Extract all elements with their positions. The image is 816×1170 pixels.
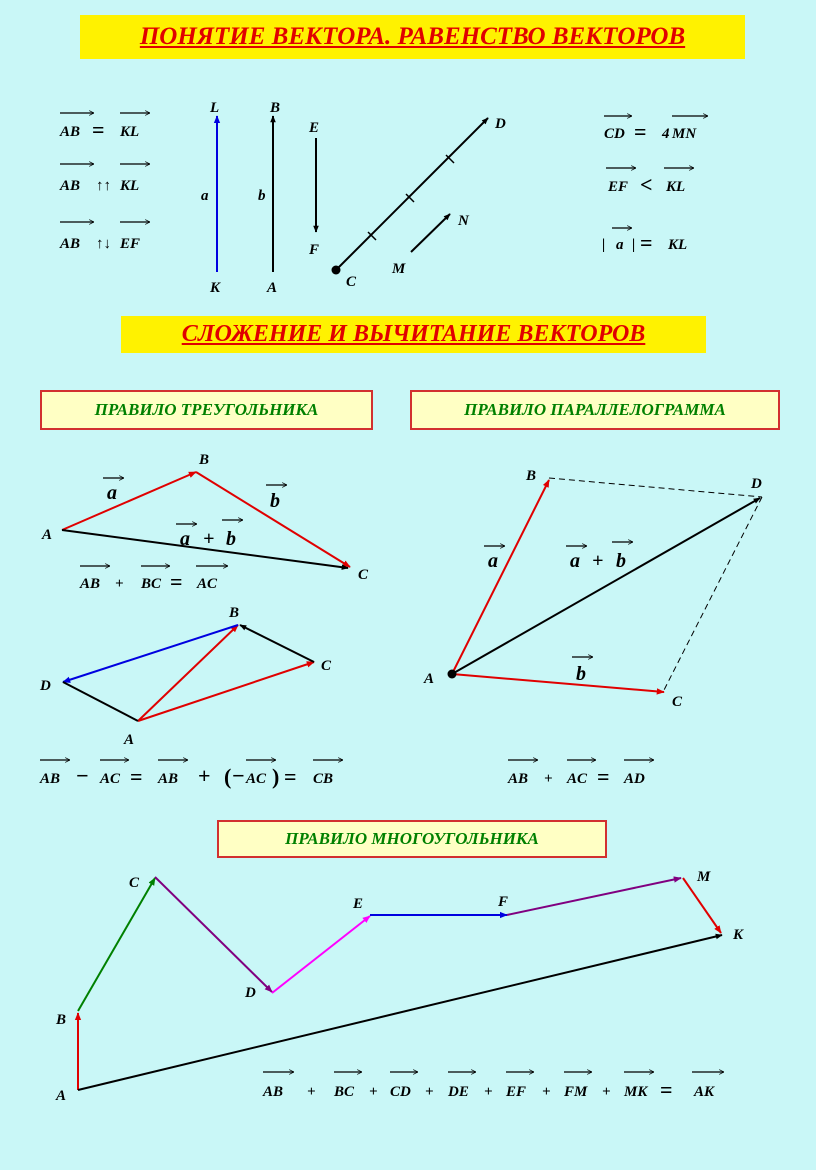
point-l: L — [210, 100, 220, 116]
svg-text:4: 4 — [662, 126, 670, 142]
vector-cd — [332, 118, 489, 275]
polygon-diagram — [78, 877, 722, 1090]
tri-point-c: C — [358, 567, 369, 583]
svg-text:MK: MK — [624, 1084, 648, 1100]
relation-ab-codirected-kl — [59, 164, 150, 194]
svg-text:AK: AK — [694, 1084, 715, 1100]
poly-point-f: F — [498, 894, 509, 910]
par-label-b: b — [576, 663, 586, 685]
svg-text:a: a — [616, 237, 624, 253]
svg-text:KL: KL — [666, 179, 686, 195]
par-sum-label — [566, 542, 633, 572]
svg-text:CB: CB — [313, 771, 334, 787]
polygon-formula — [262, 1072, 724, 1102]
svg-text:AC: AC — [246, 771, 267, 787]
par-point-d: D — [751, 476, 762, 492]
triangle-rule-title: ПРАВИЛО ТРЕУГОЛЬНИКА — [40, 390, 373, 430]
svg-text:CD: CD — [390, 1084, 411, 1100]
svg-text:FM: FM — [564, 1084, 588, 1100]
svg-text:|: | — [632, 237, 636, 253]
svg-text:−: − — [232, 763, 245, 788]
relation-ab-opposite-ef — [59, 222, 150, 252]
point-d: D — [495, 116, 506, 132]
parallelogram-formula — [507, 760, 654, 789]
svg-text:AD: AD — [624, 771, 645, 787]
svg-text:): ) — [272, 764, 280, 789]
tri-point-a: A — [42, 527, 53, 543]
label-a: a — [201, 188, 209, 204]
svg-text:+: + — [115, 576, 124, 592]
poly-point-k: K — [733, 927, 744, 943]
svg-text:+: + — [198, 763, 211, 788]
poly-point-d: D — [245, 985, 256, 1001]
svg-text:KL: KL — [120, 124, 140, 140]
svg-text:AC: AC — [197, 576, 218, 592]
vector-mn — [411, 214, 450, 252]
tri-label-a: a — [107, 482, 117, 504]
relation-abs-a-equals-kl — [602, 228, 687, 255]
poly-point-e: E — [353, 896, 364, 912]
triangle-formula — [79, 566, 228, 594]
svg-text:a: a — [570, 550, 580, 572]
svg-text:↑↑: ↑↑ — [96, 178, 111, 194]
svg-text:AB: AB — [60, 236, 81, 252]
point-b: B — [270, 100, 281, 116]
point-a: A — [267, 280, 278, 296]
svg-text:EF: EF — [608, 179, 629, 195]
point-n: N — [458, 213, 469, 229]
svg-text:EF: EF — [120, 236, 141, 252]
svg-text:AB: AB — [263, 1084, 284, 1100]
point-f: F — [309, 242, 320, 258]
svg-text:=: = — [284, 764, 297, 789]
svg-text:MN: MN — [672, 126, 697, 142]
tri-label-b: b — [270, 490, 280, 512]
par-point-b: B — [526, 468, 537, 484]
addition-title: СЛОЖЕНИЕ И ВЫЧИТАНИЕ ВЕКТОРОВ — [121, 316, 706, 353]
svg-text:AB: AB — [60, 124, 81, 140]
relation-ef-less-kl — [606, 168, 694, 197]
svg-text:BC: BC — [141, 576, 162, 592]
svg-text:+: + — [592, 550, 604, 572]
svg-text:a: a — [180, 528, 190, 550]
label-b: b — [258, 188, 266, 204]
svg-text:+: + — [369, 1084, 378, 1100]
poly-point-c: C — [129, 875, 140, 891]
svg-text:+: + — [484, 1084, 493, 1100]
svg-text:BC: BC — [334, 1084, 355, 1100]
svg-text:+: + — [307, 1084, 316, 1100]
svg-text:(: ( — [224, 764, 232, 789]
svg-text:AB: AB — [508, 771, 529, 787]
svg-text:AB: AB — [80, 576, 101, 592]
svg-text:+: + — [425, 1084, 434, 1100]
svg-text:=: = — [92, 117, 105, 142]
parallelogram-diagram — [448, 478, 763, 692]
point-k: K — [210, 280, 221, 296]
svg-text:DE: DE — [448, 1084, 469, 1100]
svg-text:+: + — [203, 528, 215, 550]
svg-text:↑↓: ↑↓ — [96, 236, 111, 252]
svg-text:KL: KL — [120, 178, 140, 194]
subtraction-formula — [39, 760, 343, 789]
par-label-a: a — [488, 550, 498, 572]
subtraction-diagram — [63, 625, 314, 721]
svg-text:EF: EF — [506, 1084, 527, 1100]
poly-point-a: A — [56, 1088, 67, 1104]
poly-point-b: B — [56, 1012, 67, 1028]
svg-text:=: = — [660, 1077, 673, 1102]
svg-text:CD: CD — [604, 126, 625, 142]
point-c: C — [346, 274, 357, 290]
svg-text:AC: AC — [567, 771, 588, 787]
svg-text:−: − — [76, 763, 89, 788]
tri-sum-label — [176, 520, 243, 550]
svg-text:b: b — [616, 550, 626, 572]
svg-text:|: | — [602, 237, 606, 253]
svg-text:=: = — [640, 230, 653, 255]
par-point-a: A — [424, 671, 435, 687]
parallelogram-rule-title: ПРАВИЛО ПАРАЛЛЕЛОГРАММА — [410, 390, 780, 430]
sub-point-d: D — [40, 678, 51, 694]
sub-point-b: B — [229, 605, 240, 621]
relation-cd-equals-4mn — [604, 116, 708, 144]
svg-text:<: < — [640, 172, 653, 197]
svg-text:KL: KL — [668, 237, 688, 253]
relation-ab-equals-kl — [59, 113, 150, 142]
polygon-rule-title: ПРАВИЛО МНОГОУГОЛЬНИКА — [217, 820, 607, 858]
sub-point-c: C — [321, 658, 332, 674]
svg-text:AB: AB — [40, 771, 61, 787]
svg-text:+: + — [544, 771, 553, 787]
sub-point-a: A — [124, 732, 135, 748]
svg-text:+: + — [542, 1084, 551, 1100]
tri-point-b: B — [199, 452, 210, 468]
svg-text:+: + — [602, 1084, 611, 1100]
svg-text:=: = — [170, 569, 183, 594]
poly-point-m: M — [697, 869, 711, 885]
main-title: ПОНЯТИЕ ВЕКТОРА. РАВЕНСТВО ВЕКТОРОВ — [80, 15, 745, 59]
svg-text:AB: AB — [60, 178, 81, 194]
triangle-rule-diagram — [62, 472, 350, 568]
svg-text:b: b — [226, 528, 236, 550]
svg-text:=: = — [634, 119, 647, 144]
svg-text:=: = — [130, 764, 143, 789]
point-e: E — [309, 120, 320, 136]
par-point-c: C — [672, 694, 683, 710]
svg-text:AB: AB — [158, 771, 179, 787]
point-m: M — [392, 261, 406, 277]
svg-text:AC: AC — [100, 771, 121, 787]
svg-text:=: = — [597, 764, 610, 789]
